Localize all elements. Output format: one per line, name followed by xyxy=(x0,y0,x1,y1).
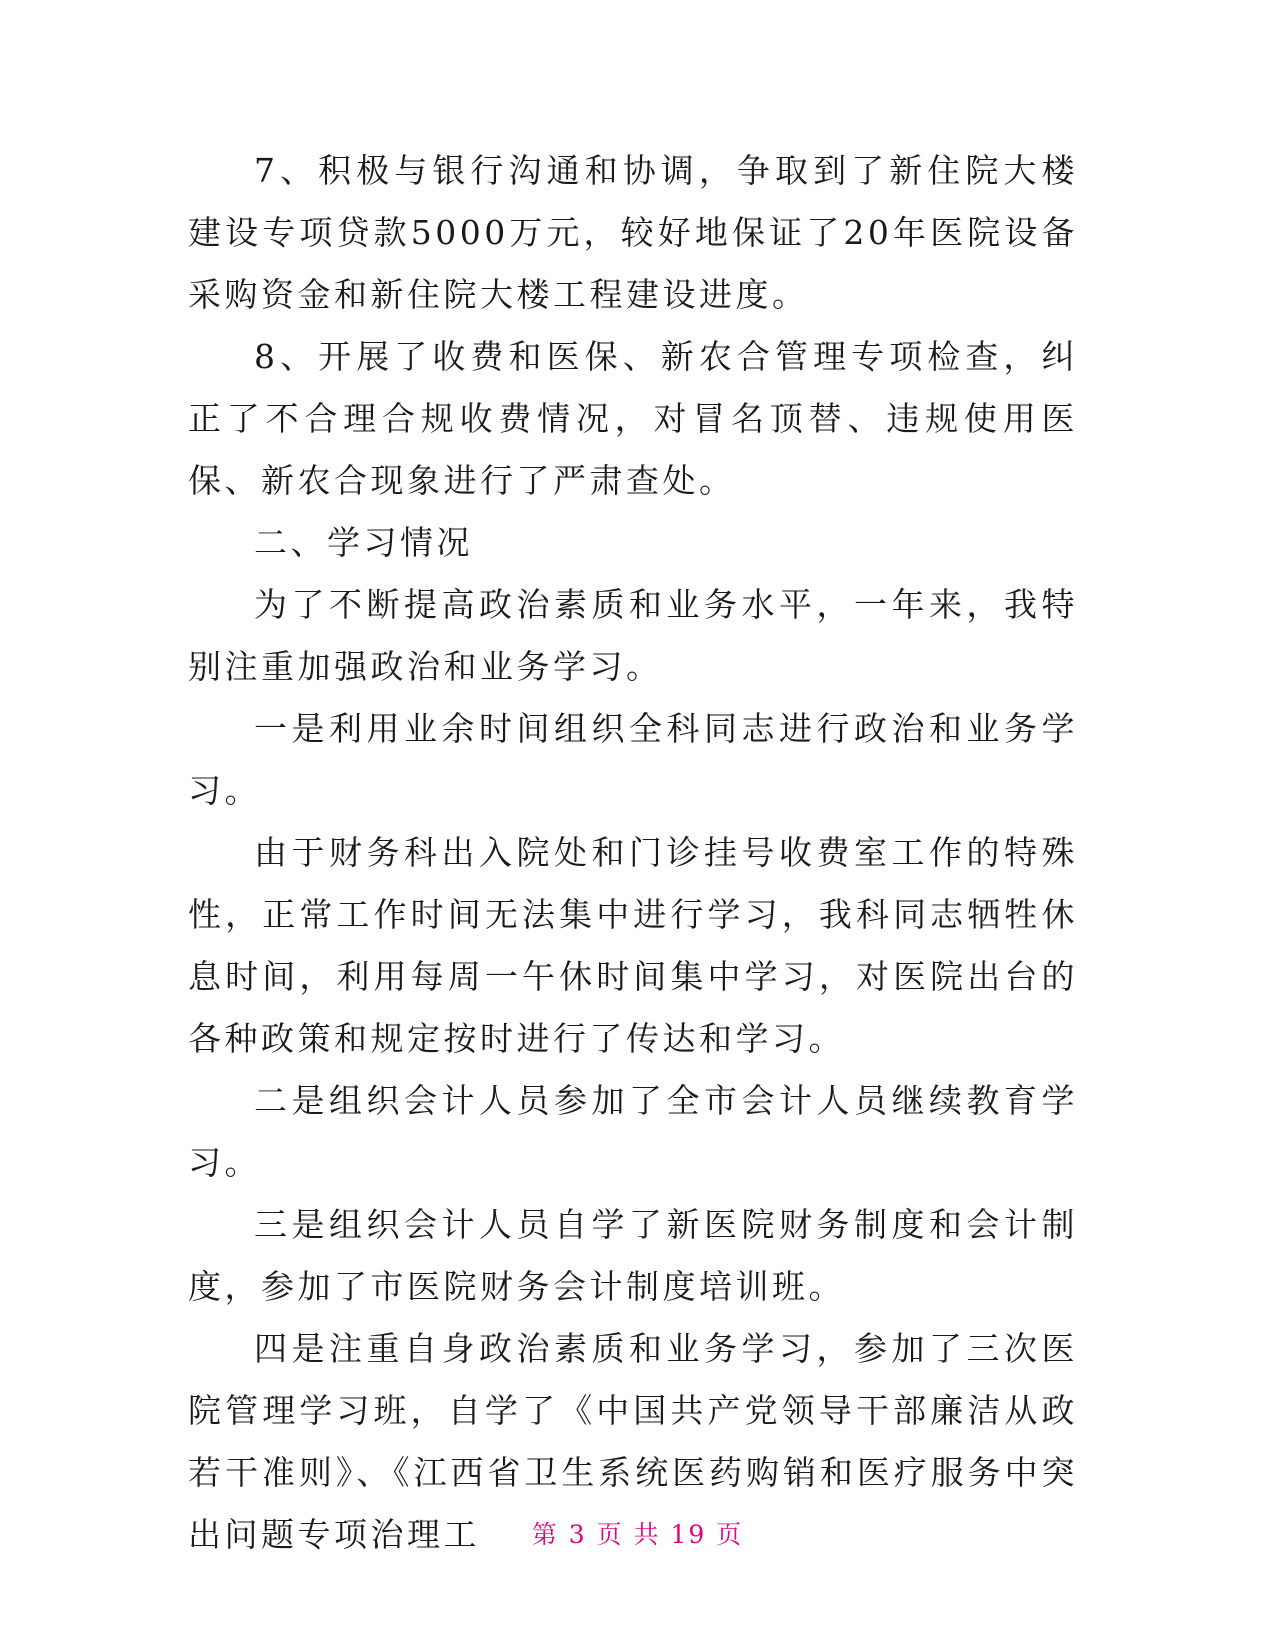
document-body xyxy=(188,140,1078,1566)
paragraph-point-one: 一是利用业余时间组织全科同志进行政治和业务学习。 xyxy=(188,709,1078,810)
paragraph-point-four: 四是注重自身政治素质和业务学习，参加了三次医院管理学习班，自学了《中国共产党领导干部廉洁从政若干准则》、《江西省卫生系统医药购销和医疗服务中突出问题专项治理工 xyxy=(188,1329,1078,1554)
paragraph-study-intro: 为了不断提高政治素质和业务水平，一年来，我特别注重加强政治和业务学习。 xyxy=(188,585,1078,686)
paragraph-item-8: 8、开展了收费和医保、新农合管理专项检查，纠正了不合理合规收费情况，对冒名顶替、违规使用医保、新农合现象进行了严肃查处。 xyxy=(188,337,1078,500)
paragraph-point-one-detail: 由于财务科出入院处和门诊挂号收费室工作的特殊性，正常工作时间无法集中进行学习，我科同志牺牲休息时间，利用每周一午休时间集中学习，对医院出台的各种政策和规定按时进行了传达和学习。 xyxy=(188,833,1078,1058)
page-footer xyxy=(0,1515,1275,1551)
paragraph-point-three: 三是组织会计人员自学了新医院财务制度和会计制度，参加了市医院财务会计制度培训班。 xyxy=(188,1205,1078,1306)
paragraph-point-two: 二是组织会计人员参加了全市会计人员继续教育学习。 xyxy=(188,1081,1078,1182)
page-number-label: 第 3 页 共 19 页 xyxy=(531,1520,744,1549)
section-heading-study: 二、学习情况 xyxy=(254,523,473,562)
paragraph-item-7: 7、积极与银行沟通和协调，争取到了新住院大楼建设专项贷款5000万元，较好地保证了20年医院设备采购资金和新住院大楼工程建设进度。 xyxy=(188,151,1078,314)
